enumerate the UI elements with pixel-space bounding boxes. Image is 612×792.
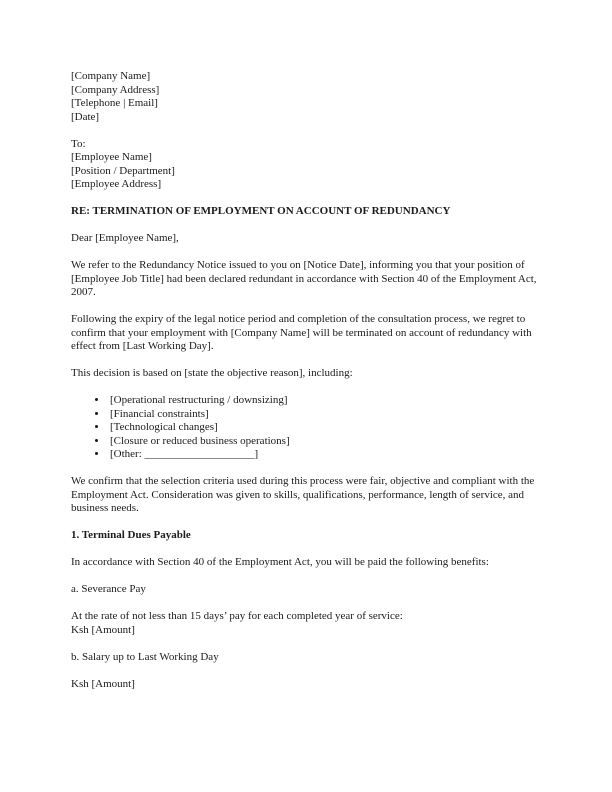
recipient-employee-address: [Employee Address] — [71, 178, 162, 190]
reason-closure-reduced-operations: • [Closure or reduced business operations] — [108, 435, 543, 449]
item-a-severance-pay-details — [71, 610, 543, 637]
section-heading-terminal-dues: 1. Terminal Dues Payable — [71, 529, 191, 541]
sender-block — [71, 70, 543, 124]
recipient-block — [71, 138, 543, 192]
sender-company-address: [Company Address] — [71, 83, 160, 96]
para-redundancy-notice: We refer to the Redundancy Notice issued to you on [Notice Date], informing you that your position of [Employee Job Title] had been declared redundant in accordance with Section 40 of the Employment Act, 2007. — [71, 259, 537, 298]
item-b-salary-label: b. Salary up to Last Working Day — [71, 650, 219, 663]
reason-technological-changes: • [Technological changes] — [108, 421, 543, 435]
salutation: Dear [Employee Name], — [71, 232, 179, 244]
sender-telephone-email: [Telephone | Email] — [71, 97, 158, 109]
recipient-to-label: To: — [71, 137, 86, 150]
para-decision-basis: This decision is based on [state the objective reason], including: — [71, 367, 353, 379]
recipient-employee-name: [Employee Name] — [71, 151, 152, 163]
item-a-rate-line: At the rate of not less than 15 days’ pay for each completed year of service: — [71, 610, 403, 622]
item-a-amount: Ksh [Amount] — [71, 623, 135, 636]
para-selection-criteria: We confirm that the selection criteria used during this process were fair, objective and compliant with the Employment Act. Consideration was given to skills, qualifications, performance, length of service, and business needs. — [71, 475, 535, 514]
reason-other: • [Other: ____________________] — [108, 448, 543, 462]
sender-date: [Date] — [71, 110, 100, 123]
letter-content — [71, 70, 543, 705]
para-termination-confirmation: Following the expiry of the legal notice period and completion of the consultation process, we regret to confirm that your employment with [Company Name] will be terminated on account of redundancy with effect from [Last Working Day]. — [71, 313, 532, 352]
item-a-severance-pay-label: a. Severance Pay — [71, 583, 146, 595]
item-b-amount: Ksh [Amount] — [71, 677, 135, 690]
para-benefits-intro: In accordance with Section 40 of the Employment Act, you will be paid the following benefits: — [71, 556, 489, 568]
redundancy-reasons-list — [71, 394, 543, 462]
reason-financial-constraints: • [Financial constraints] — [108, 408, 543, 422]
reason-operational-restructuring: • [Operational restructuring / downsizing] — [108, 394, 543, 408]
recipient-position-department: [Position / Department] — [71, 164, 175, 177]
sender-company-name: [Company Name] — [71, 70, 151, 82]
subject-line: RE: TERMINATION OF EMPLOYMENT ON ACCOUNT OF REDUNDANCY — [71, 205, 451, 217]
